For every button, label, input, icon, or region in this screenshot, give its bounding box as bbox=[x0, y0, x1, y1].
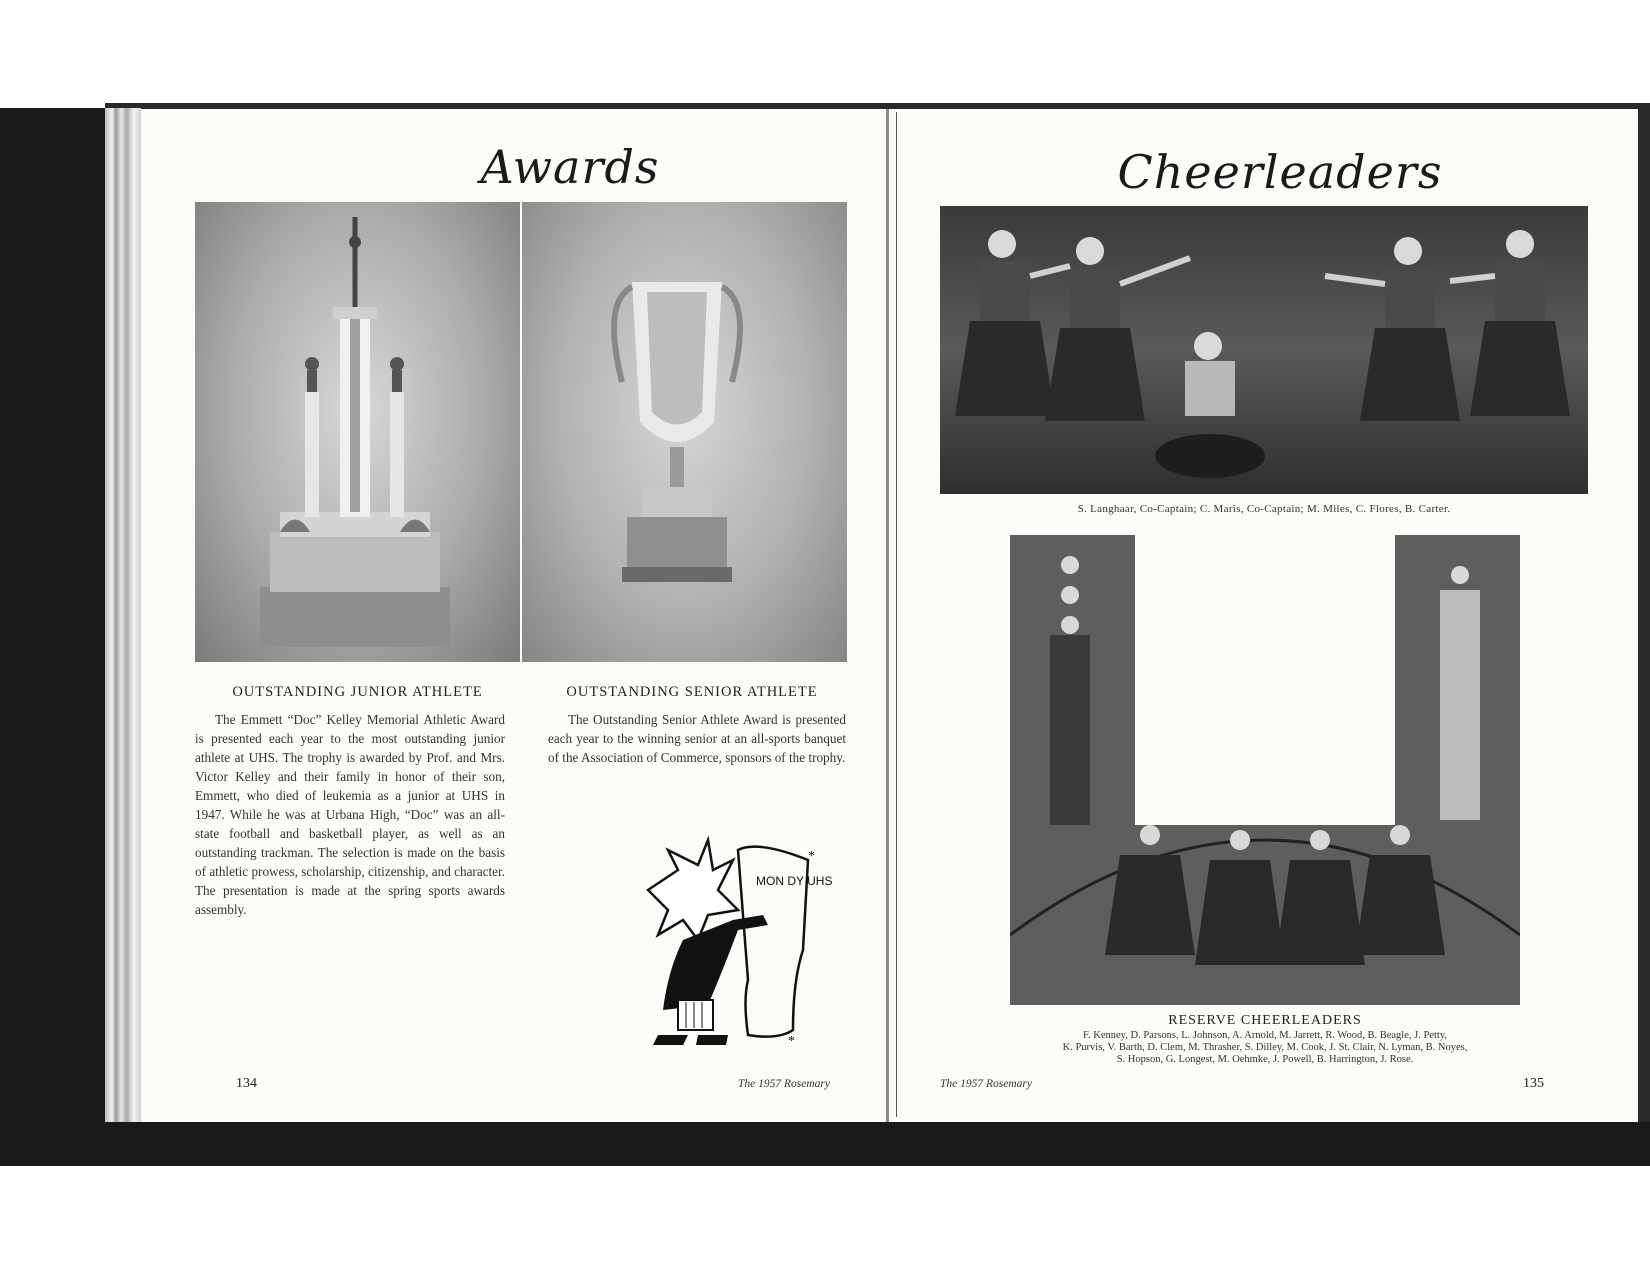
reserve-cheerleaders-photo bbox=[1010, 535, 1520, 1005]
junior-athlete-heading: OUTSTANDING JUNIOR ATHLETE bbox=[232, 684, 483, 700]
varsity-caption: S. Langhaar, Co-Captain; C. Maris, Co-Captain; M. Miles, C. Flores, B. Carter. bbox=[1077, 503, 1451, 515]
reserve-names-line-2: K. Purvis, V. Barth, D. Clem, M. Thrasher, S. Dilley, M. Cook, J. St. Clair, N. Lyman, B. Noyes, bbox=[1062, 1042, 1468, 1053]
page-number-right: 135 bbox=[1523, 1076, 1544, 1091]
cartoon-text: MON DY UHS bbox=[756, 874, 833, 888]
reserve-names-line-3: S. Hopson, G. Longest, M. Oehmke, J. Powell, B. Harrington, J. Rose. bbox=[1116, 1054, 1414, 1065]
book-gutter bbox=[886, 109, 889, 1122]
scan-border-bottom bbox=[105, 1122, 1650, 1166]
junior-athlete-text: The Emmett “Doc” Kelley Memorial Athletic Award is presented each year to the most outstanding junior athlete at UHS. The trophy is awarded by Prof. and Mrs. Victor Kelley and their family in honor of their son, Emmett, who died of leukemia as a junior at UHS in 1947. While he was at Urbana High, “Doc” was an all-state football and basketball player, as well as an outstanding trackman. The selection is made on the basis of athletic prowess, scholarship, citizenship, and character. The presentation is made at the spring sports awards assembly. bbox=[195, 712, 505, 917]
running-footer-right: The 1957 Rosemary bbox=[940, 1078, 1032, 1090]
svg-text:*: * bbox=[788, 1034, 795, 1049]
senior-athlete-text: The Outstanding Senior Athlete Award is presented each year to the winning senior at an all-sports banquet of the Association of Commerce, sponsors of the trophy. bbox=[548, 712, 846, 765]
svg-text:*: * bbox=[808, 849, 815, 864]
varsity-cheerleaders-photo bbox=[940, 206, 1588, 494]
cheerleaders-title: Cheerleaders bbox=[1117, 145, 1443, 199]
scan-border-left bbox=[0, 108, 105, 1166]
senior-cup-photo bbox=[522, 202, 847, 662]
reserve-cheerleaders-heading: RESERVE CHEERLEADERS bbox=[1168, 1013, 1362, 1028]
reserve-names-line-1: F. Kenney, D. Parsons, L. Johnson, A. Arnold, M. Jarrett, R. Wood, B. Beagle, J. Petty, bbox=[1083, 1030, 1447, 1041]
awards-title: Awards bbox=[480, 140, 660, 194]
running-footer-left: The 1957 Rosemary bbox=[738, 1078, 830, 1090]
cup-illustration bbox=[522, 202, 847, 662]
book-page-edges bbox=[105, 108, 141, 1158]
mascot-cartoon bbox=[628, 830, 858, 1060]
page-number-left: 134 bbox=[236, 1076, 257, 1091]
scan-border-right bbox=[1638, 103, 1650, 1166]
senior-athlete-heading: OUTSTANDING SENIOR ATHLETE bbox=[566, 684, 818, 700]
trophy-illustration bbox=[195, 202, 520, 662]
reserve-u-formation-illustration bbox=[1010, 535, 1520, 1005]
gutter-line bbox=[896, 112, 897, 1117]
cheerleaders-group-illustration bbox=[940, 206, 1588, 494]
junior-trophy-photo bbox=[195, 202, 520, 662]
